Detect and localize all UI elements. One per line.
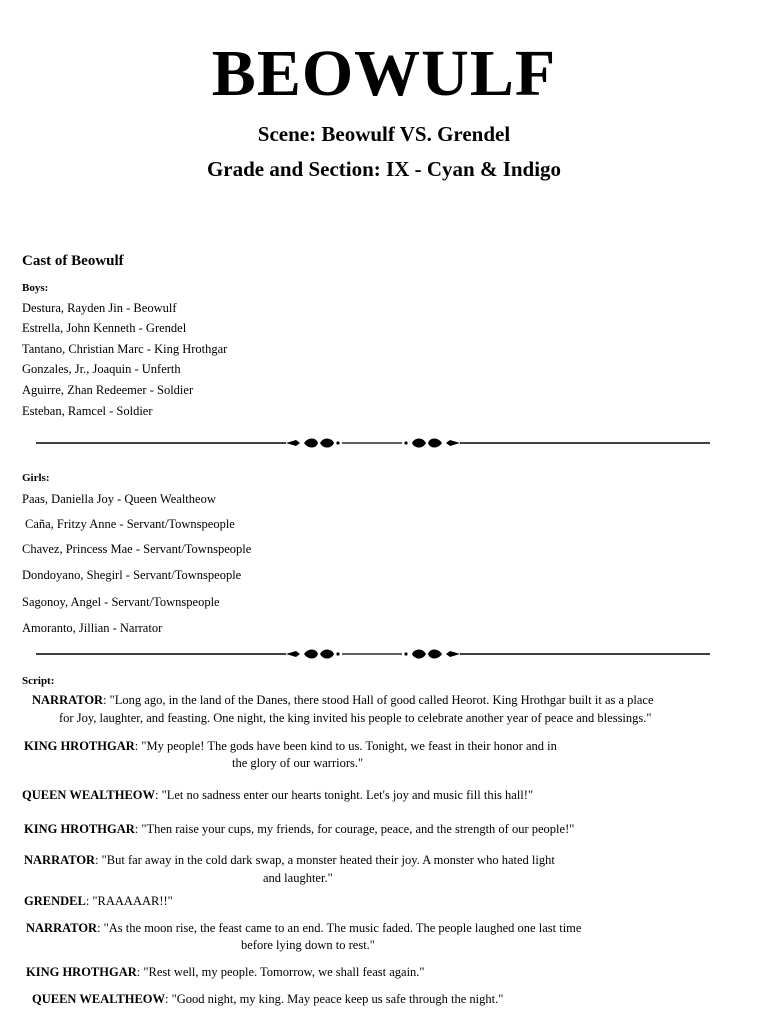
script-line — [32, 991, 503, 1008]
cast-boy-3: Tantano, Christian Marc - King Hrothgar — [22, 342, 228, 356]
speaker-name: NARRATOR — [32, 693, 104, 707]
dialogue-text: : "Let no sadness enter our hearts tonight. Let's joy and music fill this hall!" — [155, 788, 534, 802]
speaker-name: GRENDEL — [24, 894, 86, 908]
script-line-continuation: before lying down to rest." — [241, 938, 375, 952]
cast-girl-1: Paas, Daniella Joy - Queen Wealtheow — [22, 492, 216, 506]
speaker-name: QUEEN WEALTHEOW — [32, 992, 166, 1006]
scene-heading: Scene: Beowulf VS. Grendel — [257, 122, 511, 146]
script-line — [24, 893, 173, 910]
script-line — [24, 821, 574, 838]
cast-boy-4: Gonzales, Jr., Joaquin - Unferth — [22, 362, 181, 376]
speaker-name: NARRATOR — [26, 921, 98, 935]
cast-boy-2: Estrella, John Kenneth - Grendel — [22, 321, 187, 335]
speaker-name: NARRATOR — [24, 853, 96, 867]
cast-girl-3: Chavez, Princess Mae - Servant/Townspeople — [22, 542, 252, 556]
script-line — [26, 964, 425, 981]
speaker-name: QUEEN WEALTHEOW — [22, 788, 156, 802]
dialogue-text: : "My people! The gods have been kind to us. Tonight, we feast in their honor and in — [134, 739, 557, 753]
dialogue-text: : "Then raise your cups, my friends, for courage, peace, and the strength of our people!" — [134, 822, 575, 836]
script-line — [24, 738, 557, 755]
cast-girl-6: Amoranto, Jillian - Narrator — [22, 621, 163, 635]
cast-boy-1: Destura, Rayden Jin - Beowulf — [22, 301, 177, 315]
speaker-name: KING HROTHGAR — [24, 739, 135, 753]
script-line — [32, 692, 654, 709]
dialogue-text: : "As the moon rise, the feast came to an end. The music faded. The people laughed one last time — [97, 921, 582, 935]
dialogue-text: : "Long ago, in the land of the Danes, there stood Hall of good called Heorot. King Hrothgar built it as a place — [103, 693, 654, 707]
ornamental-divider — [36, 647, 710, 661]
script-line — [24, 852, 555, 869]
script-heading: Script: — [22, 675, 55, 687]
cast-boy-6: Esteban, Ramcel - Soldier — [22, 404, 153, 418]
dialogue-text: : "Rest well, my people. Tomorrow, we shall feast again." — [136, 965, 425, 979]
cast-girl-5: Sagonoy, Angel - Servant/Townspeople — [22, 595, 220, 609]
cast-heading: Cast of Beowulf — [22, 253, 124, 269]
script-line — [22, 787, 533, 804]
dialogue-text: : "Good night, my king. May peace keep us safe through the night." — [165, 992, 504, 1006]
script-line-continuation: for Joy, laughter, and feasting. One night, the king invited his people to celebrate another year of peace and blessings." — [59, 711, 652, 725]
script-line-continuation: the glory of our warriors." — [232, 756, 364, 770]
script-line-continuation: and laughter." — [263, 871, 333, 885]
dialogue-text: : "But far away in the cold dark swap, a monster heated their joy. A monster who hated light — [95, 853, 555, 867]
grade-section-heading: Grade and Section: IX - Cyan & Indigo — [206, 157, 562, 181]
girls-heading: Girls: — [22, 472, 50, 484]
ornamental-divider — [36, 436, 710, 450]
document-title: BEOWULF — [211, 37, 557, 110]
cast-girl-2: Caña, Fritzy Anne - Servant/Townspeople — [25, 517, 235, 531]
dialogue-text: : "RAAAAAR!!" — [85, 894, 173, 908]
cast-girl-4: Dondoyano, Shegirl - Servant/Townspeople — [22, 568, 242, 582]
speaker-name: KING HROTHGAR — [24, 822, 135, 836]
script-line — [26, 920, 581, 937]
cast-boy-5: Aguirre, Zhan Redeemer - Soldier — [22, 383, 194, 397]
boys-heading: Boys: — [22, 282, 49, 294]
speaker-name: KING HROTHGAR — [26, 965, 137, 979]
